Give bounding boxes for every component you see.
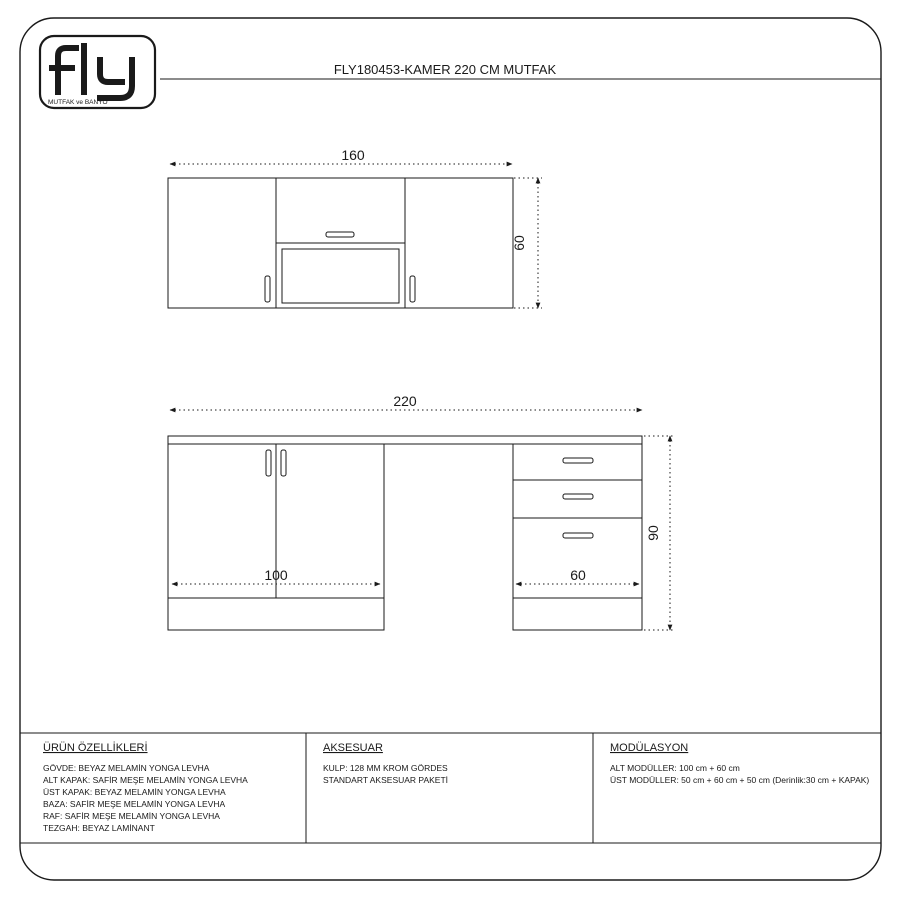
lower-cabinets-elevation: [168, 410, 674, 630]
panel-line: TEZGAH: BEYAZ LAMİNANT: [43, 823, 155, 833]
drawer-3-handle: [563, 533, 593, 538]
panel-heading: AKSESUAR: [323, 742, 383, 754]
lower-height-label: 90: [645, 525, 661, 541]
panel-line: STANDART AKSESUAR PAKETİ: [323, 775, 449, 785]
countertop: [168, 436, 642, 444]
panel-line: BAZA: SAFİR MEŞE MELAMİN YONGA LEVHA: [43, 799, 226, 809]
lower-left-door-handle-left: [266, 450, 271, 476]
drawing-title: FLY180453-KAMER 220 CM MUTFAK: [333, 62, 557, 77]
upper-cabinets-elevation: [168, 164, 542, 308]
upper-left-handle: [265, 276, 270, 302]
drawer-1-handle: [563, 458, 593, 463]
panel-product-features: [43, 741, 248, 833]
panel-heading: ÜRÜN ÖZELLİKLERİ: [43, 742, 148, 754]
logo-wordmark: [52, 46, 132, 98]
drawer-2-handle: [563, 494, 593, 499]
logo-subtitle: MUTFAK ve BANYO: [48, 99, 108, 106]
upper-right-cabinet: [405, 178, 513, 308]
lower-left-door-handle-right: [281, 450, 286, 476]
upper-height-label: 60: [511, 235, 527, 251]
panel-line: ALT KAPAK: SAFİR MEŞE MELAMİN YONGA LEVHA: [43, 775, 248, 785]
lower-right-module-label: 60: [570, 567, 586, 583]
upper-middle-flap-handle: [326, 232, 354, 237]
brand-logo: [40, 36, 155, 108]
panel-line: ÜST KAPAK: BEYAZ MELAMİN YONGA LEVHA: [43, 787, 226, 797]
lower-width-label: 220: [393, 393, 417, 409]
upper-width-label: 160: [341, 147, 365, 163]
panel-heading: MODÜLASYON: [610, 742, 689, 754]
header: [160, 62, 881, 79]
upper-left-cabinet: [168, 178, 276, 308]
panel-line: ÜST MODÜLLER: 50 cm + 60 cm + 50 cm (Derinlik:30 cm + KAPAK): [610, 775, 870, 785]
panel-line: ALT MODÜLLER: 100 cm + 60 cm: [610, 763, 740, 773]
panel-line: GÖVDE: BEYAZ MELAMİN YONGA LEVHA: [43, 763, 210, 773]
panel-line: RAF: SAFİR MEŞE MELAMİN YONGA LEVHA: [43, 811, 220, 821]
panel-modulation: [610, 742, 869, 785]
lower-left-module-label: 100: [264, 567, 288, 583]
panel-accessories: [323, 742, 448, 785]
sheet-frame: [20, 18, 881, 880]
upper-middle-open-shelf: [282, 249, 399, 303]
upper-right-handle: [410, 276, 415, 302]
lower-right-module: [513, 444, 642, 630]
panel-line: KULP: 128 MM KROM GÖRDES: [323, 763, 448, 773]
